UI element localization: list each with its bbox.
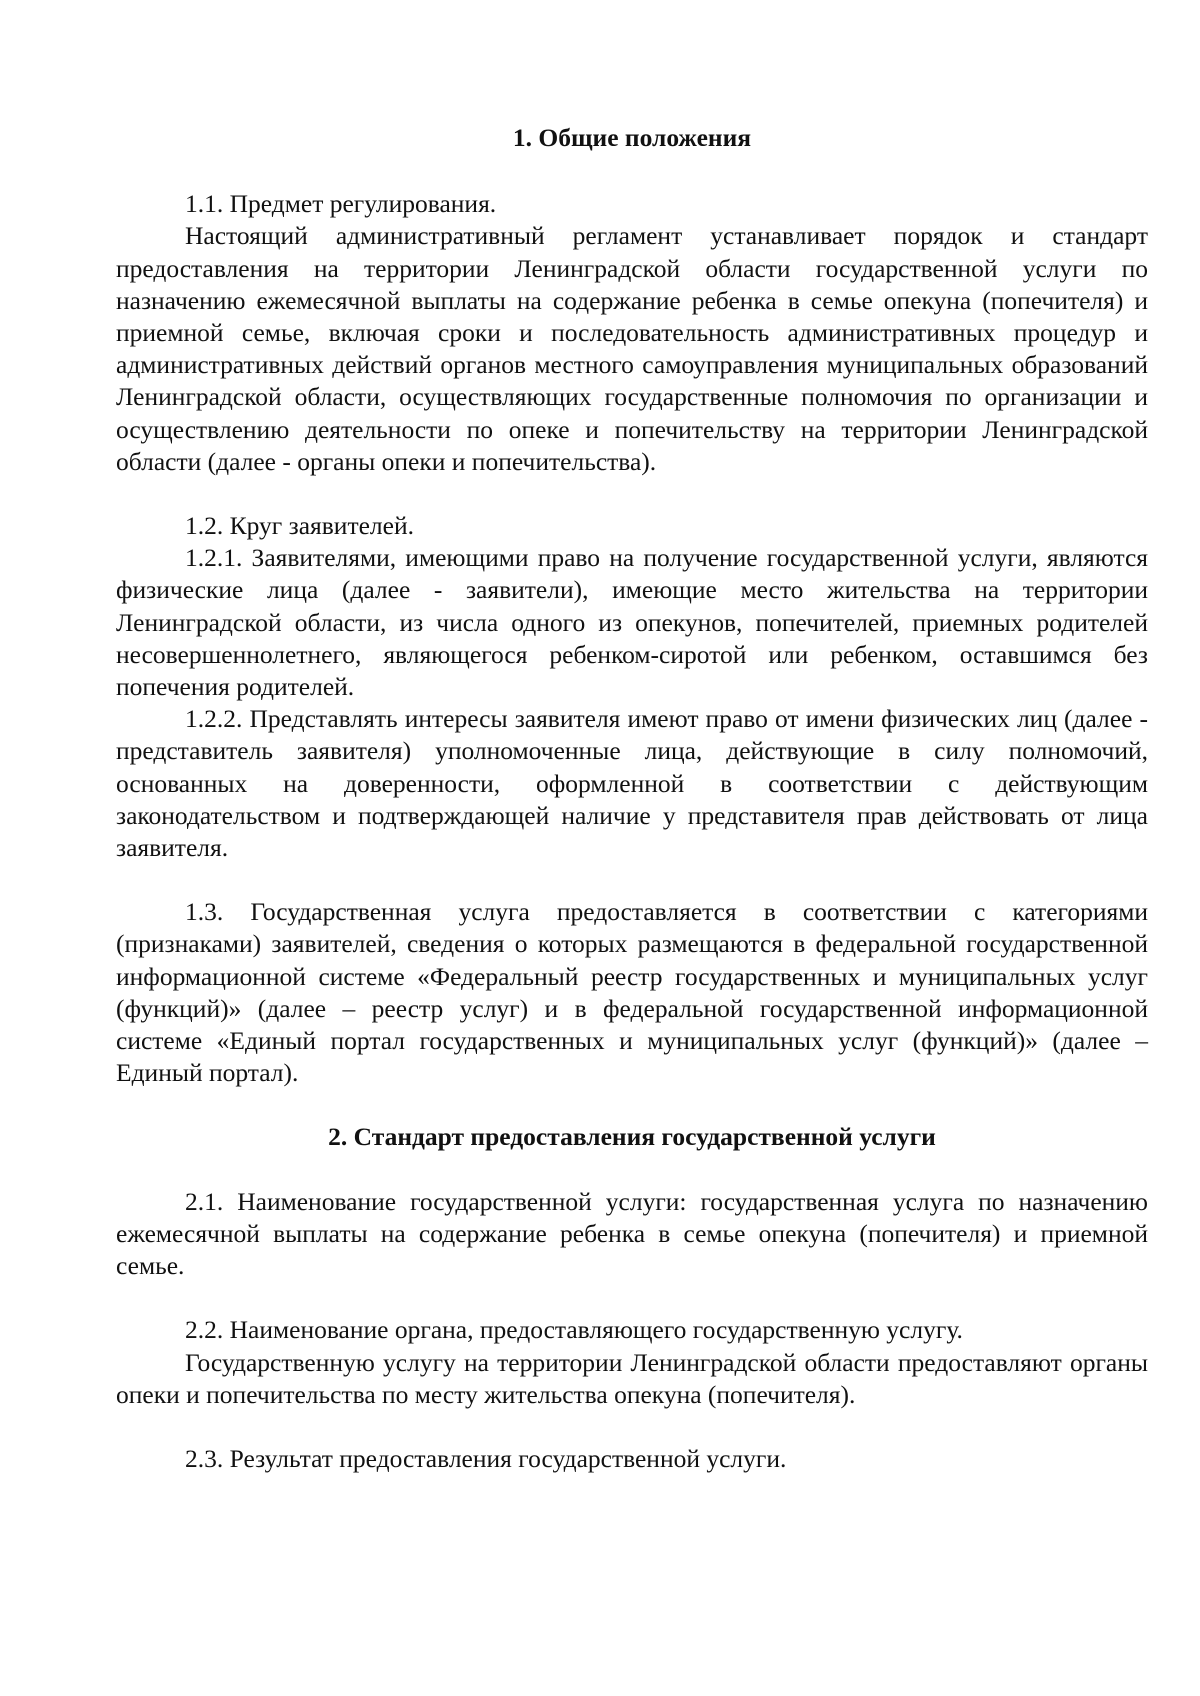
paragraph-2-2-text: Государственную услугу на территории Ленинградской области предоставляют органы опеки и попечительства по месту жительства опекуна (попечителя). [116,1347,1148,1409]
paragraph-1-2-1: 1.2.1. Заявителями, имеющими право на получение государственной услуги, являются физические лица (далее - заявители), имеющие место жительства на территории Ленинградской области, из числа одного из опекунов, попечителей, приемных родителей несовершеннолетнего, являющегося ребенком-сиротой или ребенком, оставшимся без попечения родителей. [116,543,1148,702]
paragraph-1-1-title: 1.1. Предмет регулирования. [185,189,497,219]
paragraph-1-1-text: Настоящий административный регламент устанавливает порядок и стандарт предоставления на территории Ленинградской области государственной услуги по назначению ежемесячной выплаты на содержание ребенка в семье опекуна (попечителя) и приемной семье, включая сроки и последовательность административных процедур и административных действий органов местного самоуправления муниципальных образований Ленинградской области, осуществляющих государственные полномочия по организации и осуществлению деятельности по опеке и попечительству на территории Ленинградской области (далее - органы опеки и попечительства). [116,221,1148,476]
spacer [116,1154,1148,1186]
paragraph-2-2-title: 2.2. Наименование органа, предоставляющего государственную услугу. [185,1315,963,1345]
spacer [116,1282,1148,1314]
paragraph-1-2-2: 1.2.2. Представлять интересы заявителя имеют право от имени физических лиц (далее - представитель заявителя) уполномоченные лица, действующие в силу полномочий, основанных на доверенности, оформленной в соответствии с действующим законодательством и подтверждающей наличие у представителя прав действовать от лица заявителя. [116,704,1148,863]
spacer [116,1089,1148,1121]
paragraph-2-1: 2.1. Наименование государственной услуги: государственная услуга по назначению ежемесячной выплаты на содержание ребенка в семье опекуна (попечителя) и приемной семье. [116,1186,1148,1281]
spacer [116,154,1148,188]
spacer [116,864,1148,896]
paragraph-1-2-title: 1.2. Круг заявителей. [185,511,414,541]
paragraph-2-3-title: 2.3. Результат предоставления государственной услуги. [185,1443,787,1473]
spacer [116,1411,1148,1443]
spacer [116,478,1148,510]
section-2-heading: 2. Стандарт предоставления государственной услуги [328,1122,936,1152]
paragraph-1-3: 1.3. Государственная услуга предоставляется в соответствии с категориями (признаками) заявителей, сведения о которых размещаются в федеральной государственной информационной системе «Федеральный реестр государственных и муниципальных услуг (функций)» (далее – реестр услуг) и в федеральной государственной информационной системе «Единый портал государственных и муниципальных услуг (функций)» (далее – Единый портал). [116,897,1148,1088]
section-1-heading: 1. Общие положения [512,123,752,152]
